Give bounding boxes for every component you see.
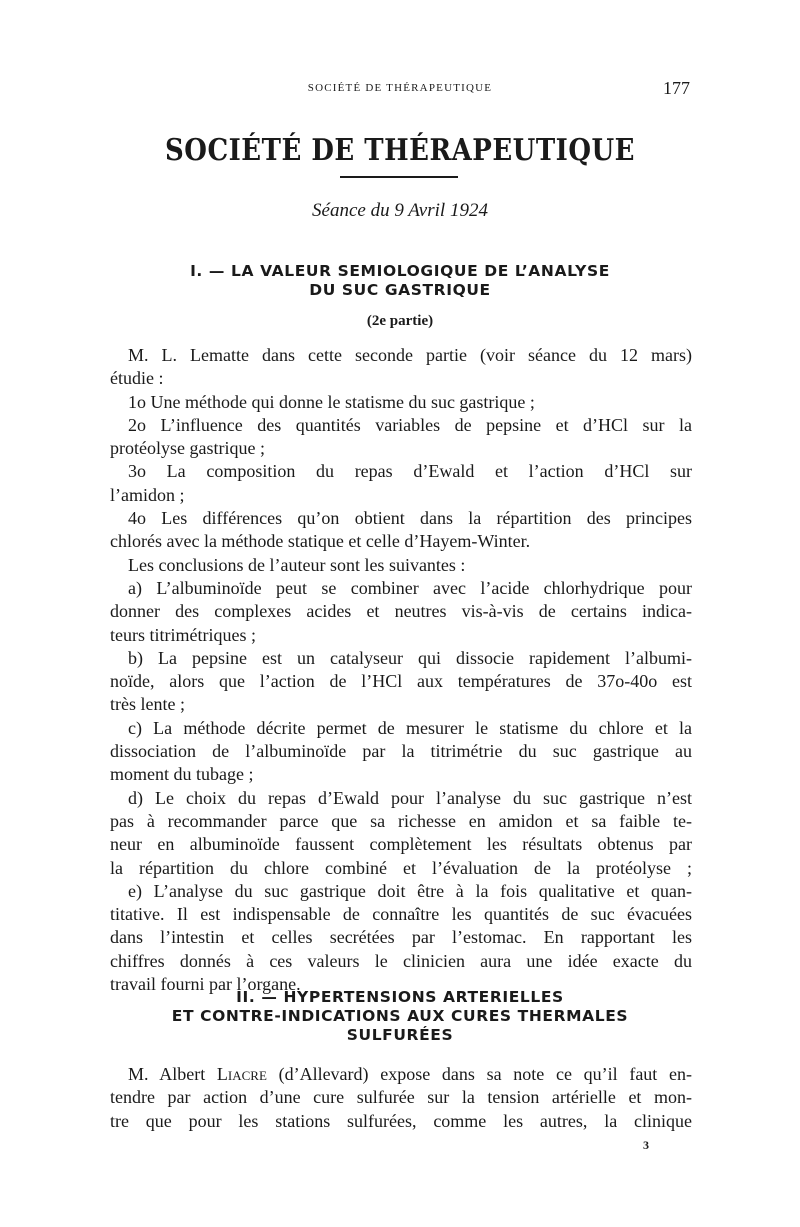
paragraph-line: d) Le choix du repas d’Ewald pour l’analyse du suc gastrique n’est xyxy=(128,787,692,808)
paragraph-line: moment du tubage ; xyxy=(110,764,254,785)
section-1-heading-line-1: I. — LA VALEUR SEMIOLOGIQUE DE L’ANALYSE xyxy=(190,262,610,280)
paragraph-line: 4o Les différences qu’on obtient dans la répartition des principes xyxy=(128,508,692,529)
page-number: 177 xyxy=(663,78,690,98)
section-2-body xyxy=(110,1063,692,1133)
paragraph-line: a) L’albuminoïde peut se combiner avec l’acide chlorhydrique pour xyxy=(128,577,692,598)
paragraph-line: tre que pour les stations sulfurées, comme les autres, la clinique xyxy=(110,1110,692,1131)
section-2-heading-line-3: SULFURÉES xyxy=(346,1026,454,1044)
author-name: Liacre xyxy=(216,1064,267,1084)
section-1-heading xyxy=(0,262,800,300)
title-rule xyxy=(340,176,458,178)
section-1-part-label: (2e partie) xyxy=(366,313,434,329)
paragraph-line: b) La pepsine est un catalyseur qui dissocie rapidement l’albumi- xyxy=(128,647,692,668)
paragraph-line: travail fourni par l’organe. xyxy=(110,974,301,995)
paragraph-line: dans l’intestin et celles secrétées par l’estomac. En rapportant les xyxy=(110,927,692,948)
paragraph-line: 2o L’influence des quantités variables de pepsine et d’HCl sur la xyxy=(128,414,692,435)
section-2-heading-line-1: II. — HYPERTENSIONS ARTERIELLES xyxy=(236,988,564,1006)
text-run: M. Albert xyxy=(128,1064,217,1084)
section-1-heading-line-2: DU SUC GASTRIQUE xyxy=(309,281,491,299)
paragraph-line: donner des complexes acides et neutres vis-à-vis de certains indica- xyxy=(110,601,692,622)
paragraph-line: Les conclusions de l’auteur sont les suivantes : xyxy=(128,554,466,575)
paragraph-line: dissociation de l’albuminoïde par la titrimétrie du suc gastrique au xyxy=(110,741,692,762)
paragraph-line: c) La méthode décrite permet de mesurer le statisme du chlore et la xyxy=(128,717,692,738)
paragraph-line: e) L’analyse du suc gastrique doit être à la fois qualitative et quan- xyxy=(128,880,692,901)
signature-mark: 3 xyxy=(643,1138,649,1152)
text-run: (d’Allevard) expose dans sa note ce qu’il faut en- xyxy=(266,1064,692,1084)
paragraph-line: M. L. Lematte dans cette seconde partie (voir séance du 12 mars) xyxy=(128,345,692,365)
paragraph-line: chlorés avec la méthode statique et celle d’Hayem-Winter. xyxy=(110,531,531,552)
paragraph-line: pas à recommander parce que sa richesse en amidon et sa faible te- xyxy=(110,810,692,831)
running-title: SOCIÉTÉ DE THÉRAPEUTIQUE xyxy=(307,82,493,94)
paragraph-line: noïde, alors que l’action de l’HCl aux températures de 37o-40o est xyxy=(110,671,692,692)
paragraph-line: 1o Une méthode qui donne le statisme du suc gastrique ; xyxy=(128,391,535,412)
paragraph-line: titative. Il est indispensable de connaître les quantités de suc évacuées xyxy=(110,904,692,925)
paragraph-line: 3o La composition du repas d’Ewald et l’action d’HCl sur xyxy=(128,461,692,482)
section-2-heading xyxy=(0,988,800,1045)
session-date: Séance du 9 Avril 1924 xyxy=(312,200,488,221)
paragraph-line: teurs titrimétriques ; xyxy=(110,624,256,645)
paragraph-line: chiffres donnés à ces valeurs le clinicien aura une idée exacte du xyxy=(110,950,692,971)
paragraph-line: la répartition du chlore combiné et l’évaluation de la protéolyse ; xyxy=(110,857,692,878)
paragraph-line: neur en albuminoïde faussent complètement les résultats obtenus par xyxy=(110,834,692,855)
paragraph-line xyxy=(110,1063,692,1086)
section-1-body xyxy=(110,344,692,996)
section-2-heading-line-2: ET CONTRE-INDICATIONS AUX CURES THERMALES xyxy=(171,1007,629,1025)
running-head xyxy=(108,78,692,98)
paragraph-line: très lente ; xyxy=(110,694,185,715)
paragraph-line: tendre par action d’une cure sulfurée sur la tension artérielle et mon- xyxy=(110,1087,692,1108)
paragraph-line: étudie : xyxy=(110,368,164,389)
paragraph-line: l’amidon ; xyxy=(110,484,185,505)
paragraph-line: protéolyse gastrique ; xyxy=(110,438,265,459)
page-title: SOCIÉTÉ DE THÉRAPEUTIQUE xyxy=(165,133,635,169)
